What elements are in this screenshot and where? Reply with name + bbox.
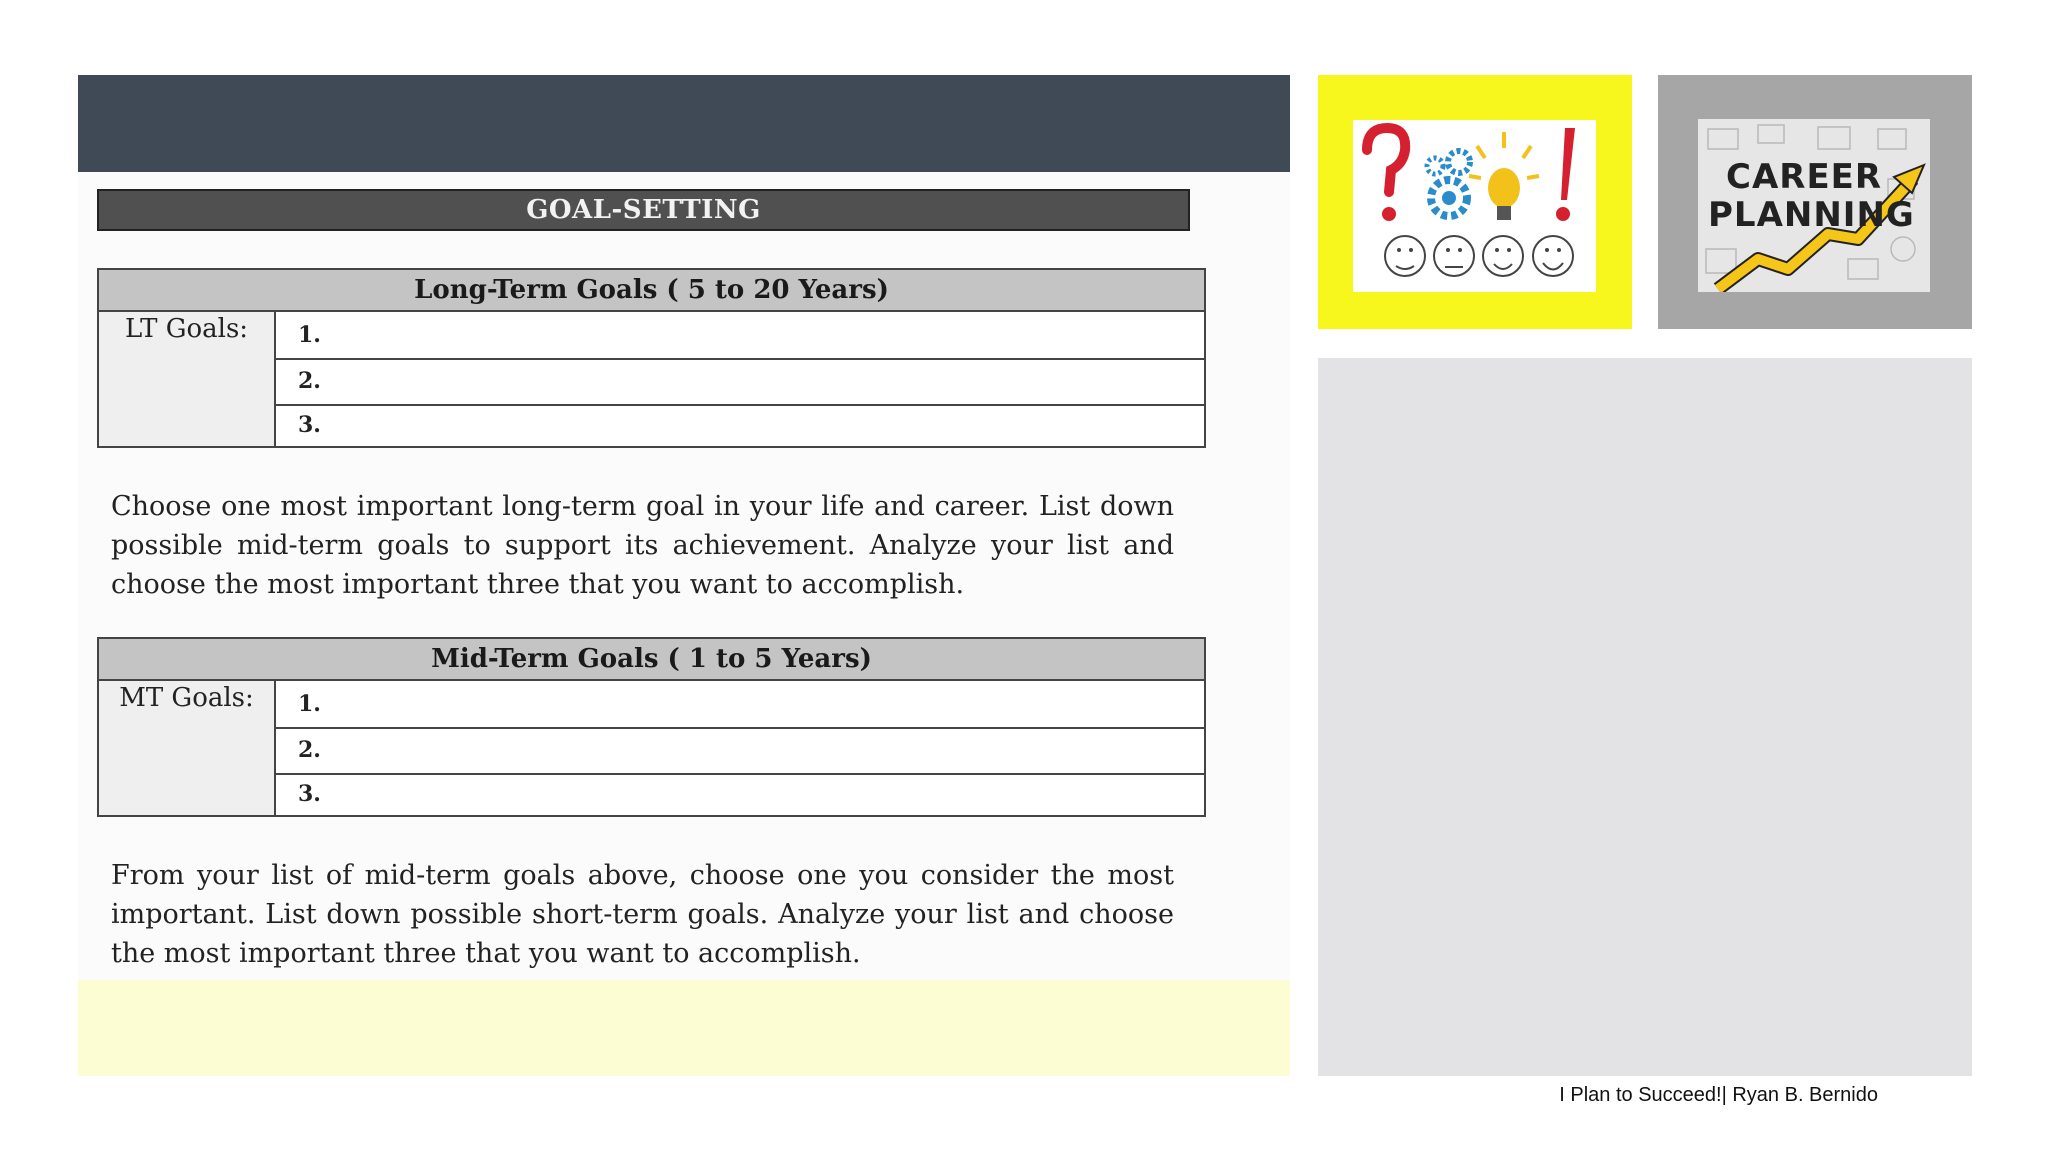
career-text-line1: CAREER	[1726, 157, 1883, 197]
footer-credit: I Plan to Succeed!| Ryan B. Bernido	[1559, 1084, 1878, 1106]
long-term-goals-table	[97, 268, 1206, 448]
long-term-row-1[interactable]: 1.	[276, 312, 1204, 360]
mid-term-row-2[interactable]: 2.	[276, 727, 1204, 775]
career-text-line2: PLANNING	[1708, 195, 1915, 235]
header-bar	[78, 75, 1290, 172]
section-title: GOAL-SETTING	[97, 189, 1190, 231]
long-term-table-header: Long-Term Goals ( 5 to 20 Years)	[99, 270, 1204, 312]
mid-term-table-header: Mid-Term Goals ( 1 to 5 Years)	[99, 639, 1204, 681]
long-term-row-2[interactable]: 2.	[276, 358, 1204, 406]
mid-term-row-3[interactable]: 3.	[298, 781, 321, 807]
ideas-image-frame	[1318, 75, 1632, 329]
mid-term-label-cell	[99, 681, 276, 815]
ideas-image	[1353, 120, 1596, 292]
long-term-label: LT Goals:	[124, 314, 249, 344]
footer-band	[78, 980, 1290, 1076]
instruction-paragraph-2: From your list of mid-term goals above, choose one you consider the most important. List down possible short-term goals. Analyze your list and choose the most important three that you want to accomplish.	[111, 860, 1174, 969]
long-term-label-cell	[99, 312, 276, 446]
career-planning-image-frame	[1658, 75, 1972, 329]
side-panel	[1318, 358, 1972, 1076]
career-planning-image	[1698, 119, 1930, 292]
ideas-illustration-icon	[1353, 120, 1596, 292]
mid-term-goals-table	[97, 637, 1206, 817]
mid-term-row-1[interactable]: 1.	[276, 681, 1204, 729]
instruction-paragraph-1: Choose one most important long-term goal in your life and career. List down possible mid-term goals to support its achievement. Analyze your list and choose the most important three that you want to accomplish.	[111, 491, 1174, 600]
mid-term-label: MT Goals:	[119, 683, 254, 713]
long-term-row-3[interactable]: 3.	[298, 412, 321, 438]
